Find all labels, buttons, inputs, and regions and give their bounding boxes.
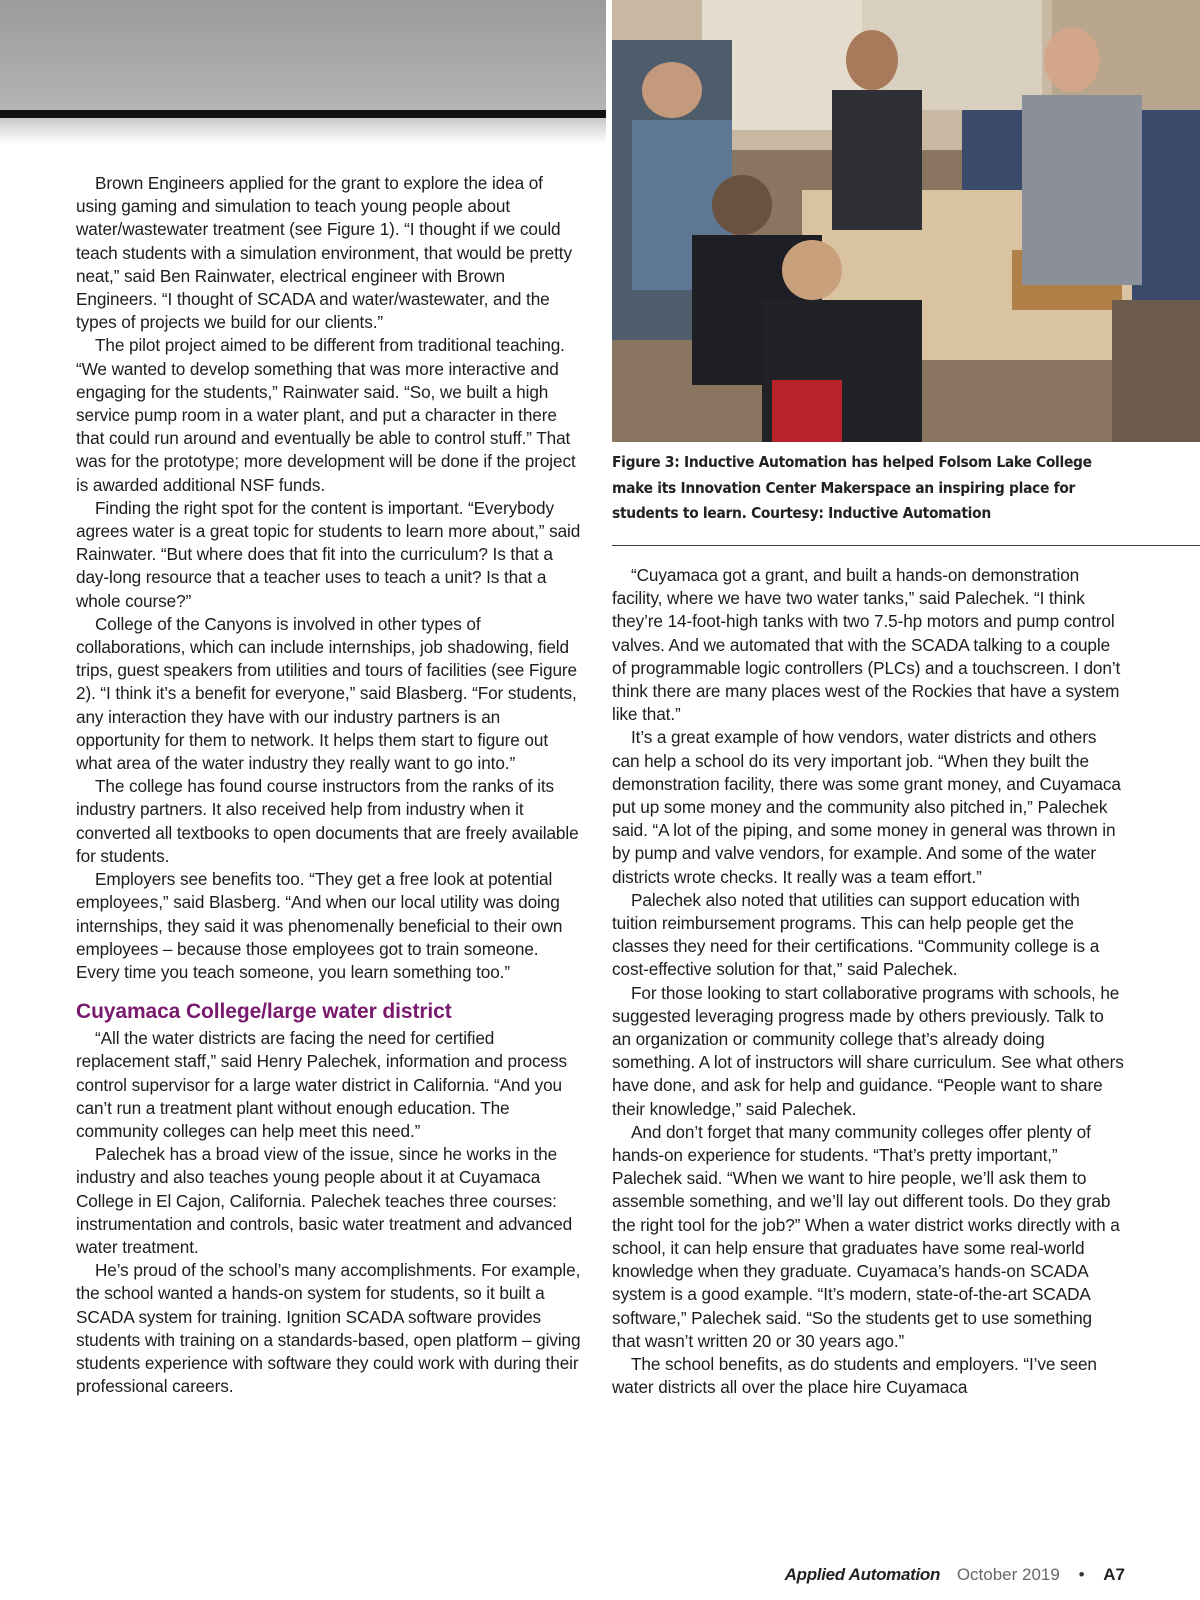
footer-separator: • (1078, 1565, 1085, 1584)
section-heading: Cuyamaca College/large water district (76, 1000, 452, 1024)
figure-photo (612, 0, 1200, 442)
paragraph: The school benefits, as do students and employers. “I’ve seen water districts all over the place hire Cuyamaca (612, 1353, 1097, 1398)
page-footer (600, 1565, 1125, 1591)
left-column (76, 172, 582, 1398)
issue-date: October 2019 (956, 1565, 1060, 1584)
paragraph: The college has found course instructors from the ranks of its industry partners. It also received help from industry when it converted all textbooks to open documents that are freely available for students. (76, 776, 579, 866)
paragraph: And don’t forget that many community colleges offer plenty of hands-on experience for students. “That’s pretty important,” Palechek said. “When we want to hire people, we’ll ask them to assemble something, and we’ll lay out different tools. Do they grab the right tool for the job?” When a water district works directly with a school, it can help ensure that graduates have some real-world knowledge when they graduate. Cuyamaca’s hands-on SCADA system is a good example. “It’s modern, state-of-the-art SCADA software,” Palechek said. “So the students get to use something that wasn’t written 20 or 30 years ago.” (612, 1121, 1120, 1351)
paragraph: Finding the right spot for the content is important. “Everybody agrees water is a great topic for students to learn more about,” said Rainwater. “But where does that fit into the curriculum? Is that a day-long resource that a teacher uses to teach a unit? Is that a whole course?” (76, 497, 581, 611)
paragraph: Employers see benefits too. “They get a free look at potential employees,” said Blasberg. “And when our local utility was doing internships, they said it was phenomenally beneficial to their own employees – because those employees got to train someone. Every time you teach someone, you learn something too.” (76, 869, 563, 982)
header-gray-band (0, 0, 606, 110)
paragraph: For those looking to start collaborative programs with schools, he suggested leveraging progress made by others previously. Talk to an organization or community college that’s already doing something. A lot of instructors will share curriculum. See what others have done, and ask for help and guidance. “People want to share their knowledge,” said Palechek. (612, 982, 1124, 1119)
paragraph: He’s proud of the school’s many accomplishments. For example, the school wanted a hands-on system for students, so it built a SCADA system for training. Ignition SCADA software provides students with training on a standards-based, open platform – giving students experience with software they could work with during their professional careers. (76, 1260, 581, 1397)
right-column (612, 564, 1124, 1399)
paragraph: Palechek has a broad view of the issue, since he works in the industry and also teaches young people about it at Cuyamaca College in El Cajon, California. Palechek teaches three courses: instrumentation and controls, basic water treatment and advanced water treatment. (76, 1144, 573, 1257)
paragraph: Brown Engineers applied for the grant to explore the idea of using gaming and simulation to teach young people about water/wastewater treatment (see Figure 1). “I thought if we could teach students with a simulation environment, that would be pretty neat,” said Ben Rainwater, electrical engineer with Brown Engineers. “I thought of SCADA and water/wastewater, and the types of projects we build for our clients.” (76, 173, 572, 333)
header-fade (0, 118, 606, 144)
paragraph: “Cuyamaca got a grant, and built a hands-on demonstration facility, where we have two water tanks,” said Palechek. “I think they’re 14-foot-high tanks with two 7.5-hp motors and pump control valves. And we automated that with the SCADA talking to a couple of programmable logic controllers (PLCs) and a touchscreen. I don’t think there are many places west of the Rockies that have a system like that.” (612, 565, 1121, 725)
publication-name: Applied Automation (784, 1565, 941, 1584)
paragraph: College of the Canyons is involved in other types of collaborations, which can include internships, job shadowing, field trips, guest speakers from utilities and tours of facilities (see Figure 2). “I think it’s a benefit for everyone,” said Blasberg. “For students, any interaction they have with our industry partners is an opportunity for them to network. It helps them start to figure out what area of the water industry they really want to go into.” (76, 613, 577, 774)
paragraph: It’s a great example of how vendors, water districts and others can help a school do its very important job. “When they built the demonstration facility, there was some grant money, and Cuyamaca put up some money and the community also pitched in,” Palechek said. “A lot of the piping, and some money in general was thrown in by pump and valve vendors, for example. And some of the water districts wrote checks. It really was a team effort.” (612, 727, 1121, 887)
figure-caption: Figure 3: Inductive Automation has helped Folsom Lake College make its Innovation Center Makerspace an inspiring place for students to learn. Courtesy: Inductive Automation (612, 453, 1092, 523)
paragraph: The pilot project aimed to be different from traditional teaching. “We wanted to develop something that was more interactive and engaging for the students,” Rainwater said. “So, we built a high service pump room in a water plant, and put a character in there that could run around and eventually be able to control stuff.” That was for the prototype; more development will be done if the project is awarded additional NSF funds. (76, 335, 576, 495)
page-number: A7 (1103, 1565, 1125, 1584)
header-black-rule (0, 110, 606, 118)
paragraph: “All the water districts are facing the need for certified replacement staff,” said Henry Palechek, information and process control supervisor for a large water district in California. “And you can’t run a treatment plant without enough education. The community colleges can help meet this need.” (76, 1028, 568, 1141)
paragraph: Palechek also noted that utilities can support education with tuition reimbursement programs. This can help people get the classes they need for their certifications. “Community college is a cost-effective solution for that,” said Palechek. (612, 889, 1100, 980)
caption-rule (612, 545, 1200, 546)
